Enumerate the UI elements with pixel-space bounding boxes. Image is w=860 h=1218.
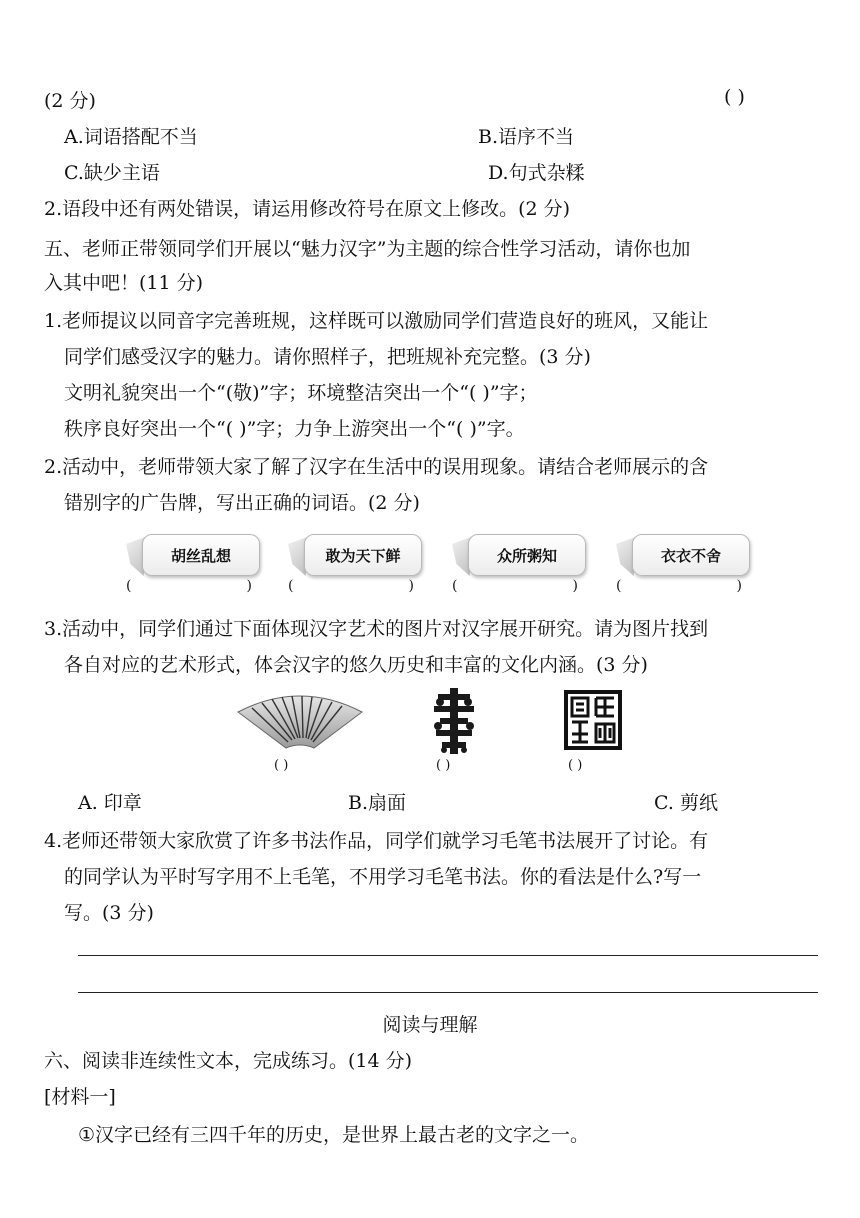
option-a[interactable]: A.词语搭配不当 <box>64 126 198 148</box>
shou-papercut-icon <box>432 686 476 756</box>
q1-text: 1.老师提议以同音字完善班规，这样既可以激励同学们营造良好的班风，又能让 <box>44 310 709 332</box>
calligraphy-fan-icon <box>236 690 364 750</box>
material-label: [材料一] <box>44 1086 116 1108</box>
sign-answer[interactable]: ( ) <box>126 578 252 594</box>
q4-text: 4.老师还带领大家欣赏了许多书法作品，同学们就学习毛笔书法展开了讨论。有 <box>44 830 709 852</box>
q3-text-cont: 各自对应的艺术形式，体会汉字的悠久历史和丰富的文化内涵。(3 分) <box>64 654 648 676</box>
art-option-a[interactable]: A. 印章 <box>78 792 142 814</box>
q2-text-cont: 错别字的广告牌，写出正确的词语。(2 分) <box>64 492 420 514</box>
papercut-answer[interactable]: ( ) <box>436 758 451 773</box>
sign-answer[interactable]: ( ) <box>616 578 742 594</box>
answer-paren[interactable]: ( ) <box>724 86 745 108</box>
q1-example[interactable]: 文明礼貌突出一个“(敬)”字；环境整洁突出一个“( )”字； <box>64 382 538 404</box>
sign-answer[interactable]: ( ) <box>452 578 578 594</box>
fan-answer[interactable]: ( ) <box>274 758 289 773</box>
section-5-title: 五、老师正带领同学们开展以“魅力汉字”为主题的综合性学习活动，请你也加 <box>44 238 691 260</box>
sign-text: 胡丝乱想 <box>142 534 260 576</box>
score-label: (2 分) <box>44 90 96 112</box>
q4-text-end: 写。(3 分) <box>64 902 154 924</box>
section-5-title-cont: 入其中吧！(11 分) <box>44 272 204 294</box>
ad-sign <box>282 528 432 598</box>
section-heading: 阅读与理解 <box>382 1014 478 1036</box>
art-option-c[interactable]: C. 剪纸 <box>654 792 718 814</box>
option-d[interactable]: D.句式杂糅 <box>488 162 585 184</box>
art-option-b[interactable]: B.扇面 <box>348 792 407 814</box>
seal-stamp-icon <box>564 690 622 750</box>
ad-sign <box>120 528 270 598</box>
q1-text-cont: 同学们感受汉字的魅力。请你照样子，把班规补充完整。(3 分) <box>64 346 591 368</box>
sign-text: 衣衣不舍 <box>632 534 750 576</box>
answer-line[interactable] <box>78 955 818 956</box>
q1-blanks[interactable]: 秩序良好突出一个“( )”字；力争上游突出一个“( )”字。 <box>64 418 525 440</box>
material-paragraph: ①汉字已经有三四千年的历史，是世界上最古老的文字之一。 <box>78 1124 590 1146</box>
sign-text: 众所粥知 <box>468 534 586 576</box>
sign-answer[interactable]: ( ) <box>288 578 414 594</box>
section-6-title: 六、阅读非连续性文本，完成练习。(14 分) <box>44 1050 413 1072</box>
ad-sign-row <box>120 528 760 598</box>
option-b[interactable]: B.语序不当 <box>478 126 575 148</box>
q4-text-cont: 的同学认为平时写字用不上毛笔，不用学习毛笔书法。你的看法是什么?写一 <box>64 866 702 888</box>
question-2-edit: 2.语段中还有两处错误，请运用修改符号在原文上修改。(2 分) <box>44 198 571 220</box>
answer-line[interactable] <box>78 992 818 993</box>
q2-text: 2.活动中，老师带领大家了解了汉字在生活中的误用现象。请结合老师展示的含 <box>44 456 709 478</box>
q3-text: 3.活动中，同学们通过下面体现汉字艺术的图片对汉字展开研究。请为图片找到 <box>44 618 709 640</box>
seal-answer[interactable]: ( ) <box>568 758 583 773</box>
option-c[interactable]: C.缺少主语 <box>64 162 160 184</box>
ad-sign <box>446 528 596 598</box>
ad-sign <box>610 528 760 598</box>
sign-text: 敢为天下鲜 <box>304 534 422 576</box>
